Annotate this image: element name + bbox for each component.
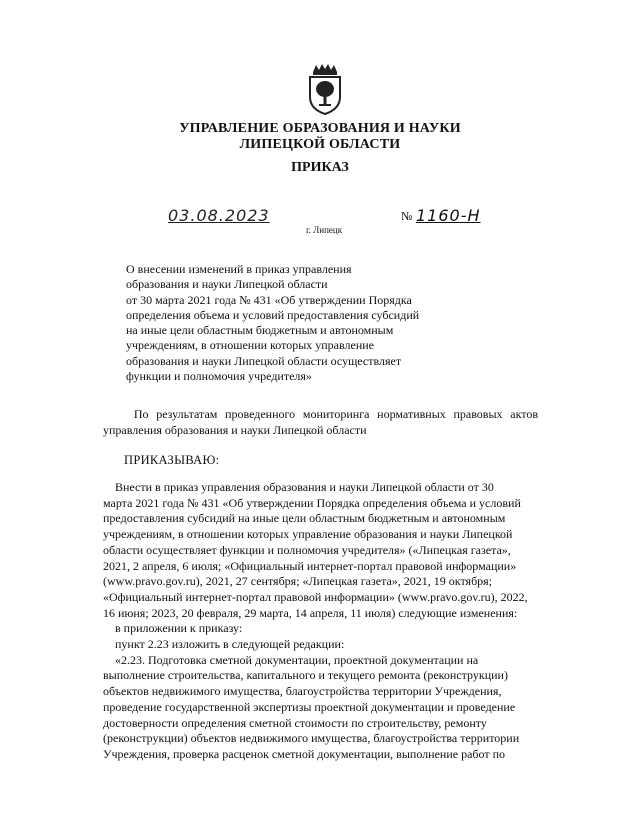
body-line: в приложении к приказу: — [103, 621, 243, 636]
body-line: 16 июня; 2023, 20 февраля, 29 марта, 14 апреля, 11 июля) следующие изменения: — [103, 605, 518, 620]
body-line: учреждениям, в отношении которых управление образования и науки Липецкой — [103, 527, 513, 542]
body-line: Внести в приказ управления образования и науки Липецкой области от 30 — [103, 480, 494, 494]
document-city: г. Липецк — [306, 225, 343, 235]
preamble — [103, 407, 538, 438]
organization-name-line2: ЛИПЕЦКОЙ ОБЛАСТИ — [239, 137, 401, 152]
preamble-line: По результатам проведенного мониторинга нормативных правовых актов — [103, 407, 538, 421]
document-type-title: ПРИКАЗ — [291, 160, 349, 175]
body-line: Учреждения, проверка расценок сметной документации, выполнение работ по — [103, 746, 506, 761]
subject-line: О внесении изменений в приказ управления — [126, 262, 352, 276]
subject-line: образования и науки Липецкой области осуществляет — [126, 353, 402, 368]
body-line: достоверности определения сметной стоимости по строительству, ремонту — [103, 715, 487, 730]
body-line: (реконструкции) объектов недвижимого имущества, благоустройства территории — [103, 731, 520, 746]
body-line: марта 2021 года № 431 «Об утверждении Порядка определения объема и условий — [103, 495, 521, 510]
document-date: 03.08.2023 — [168, 206, 270, 225]
body-line: объектов недвижимого имущества, благоустройства территории Учреждения, — [103, 684, 502, 699]
body-line: проведение государственной экспертизы проектной документации и проведение — [103, 699, 516, 714]
body-line: 2021, 2 апреля, 6 июля; «Официальный интернет-портал правовой информации» — [103, 558, 517, 573]
order-body — [103, 480, 538, 763]
body-line: выполнение строительства, капитального и текущего ремонта (реконструкции) — [103, 668, 508, 683]
order-subject — [126, 262, 419, 384]
body-line: пункт 2.23 изложить в следующей редакции: — [103, 637, 345, 652]
subject-line: учреждениям, в отношении которых управление — [126, 338, 374, 353]
body-line: «Официальный интернет-портал правовой информации» (www.pravo.gov.ru), 2022, — [103, 589, 528, 604]
body-line: (www.pravo.gov.ru), 2021, 27 сентября; «Липецкая газета», 2021, 19 октября; — [103, 574, 493, 589]
body-line: предоставления субсидий на иные цели областным бюджетным и автономным — [103, 511, 506, 526]
body-line: области осуществляет функции и полномочия учредителя» («Липецкая газета», — [103, 542, 511, 557]
number-sign: № — [401, 209, 413, 223]
organization-name-line1: УПРАВЛЕНИЕ ОБРАЗОВАНИЯ И НАУКИ — [179, 121, 461, 136]
subject-line: функции и полномочия учредителя» — [126, 369, 312, 384]
body-line: «2.23. Подготовка сметной документации, проектной документации на — [103, 652, 479, 667]
coat-of-arms-icon — [305, 63, 345, 115]
subject-line: на иные цели областным бюджетным и автономным — [126, 323, 394, 338]
subject-line: от 30 марта 2021 года № 431 «Об утверждении Порядка — [126, 292, 412, 307]
order-directive: ПРИКАЗЫВАЮ: — [124, 453, 220, 467]
subject-line: определения объема и условий предоставления субсидий — [126, 307, 420, 322]
document-number: 1160-Н — [416, 206, 481, 225]
subject-line: образования и науки Липецкой области — [126, 277, 328, 292]
preamble-line: управления образования и науки Липецкой области — [103, 422, 367, 437]
